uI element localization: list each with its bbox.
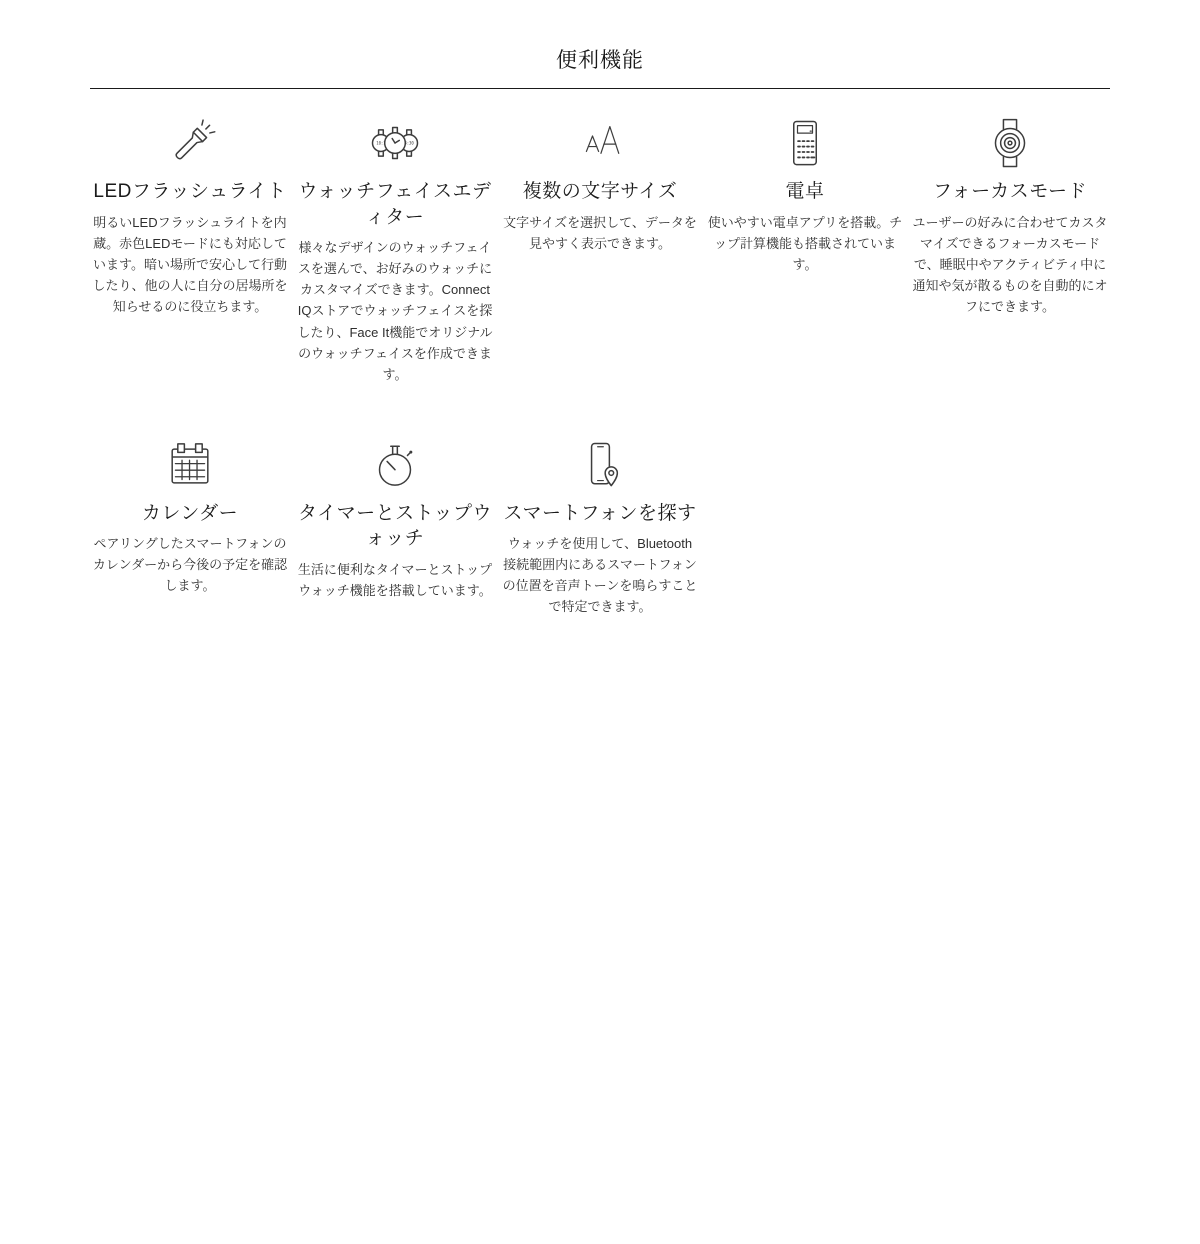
svg-text:3:30: 3:30 [404, 140, 414, 146]
feature-card-calculator [703, 111, 908, 275]
title-divider [90, 88, 1110, 89]
feature-card-text-size [498, 111, 703, 254]
feature-card-find-phone [498, 433, 703, 618]
feature-card-led-flashlight [88, 111, 293, 317]
feature-title: カレンダー [141, 502, 239, 524]
feature-title: スマートフォンを探す [503, 502, 697, 524]
feature-description: 様々なデザインのウォッチフェイスを選んで、お好みのウォッチにカスタマイズできます。Connect IQストアでウォッチフェイスを探したり、Face It機能でオリジナルのウォッチフェイスを作成できます。 [297, 240, 493, 382]
flashlight-icon [92, 111, 289, 175]
feature-description: ペアリングしたスマートフォンのカレンダーから今後の予定を確認します。 [92, 536, 288, 594]
text-size-icon [502, 111, 699, 175]
feature-title: 複数の文字サイズ [522, 181, 678, 203]
feature-card-focus-mode [908, 111, 1113, 317]
stopwatch-icon [297, 433, 494, 497]
watch-faces-icon [297, 111, 494, 175]
feature-title: LEDフラッシュライト [93, 181, 287, 203]
feature-description: 使いやすい電卓アプリを搭載。チップ計算機能も搭載されています。 [707, 214, 903, 272]
feature-title: フォーカスモード [933, 181, 1087, 203]
focus-mode-icon [912, 111, 1109, 175]
features-grid [0, 111, 1200, 617]
feature-title: 電卓 [785, 181, 825, 203]
find-phone-icon [502, 433, 699, 497]
feature-title: タイマーとストップウォッチ [297, 502, 493, 550]
feature-title: ウォッチフェイスエディター [298, 181, 492, 228]
calendar-icon [92, 433, 289, 497]
feature-card-calendar [88, 433, 293, 597]
feature-description: 明るいLEDフラッシュライトを内蔵。赤色LEDモードにも対応しています。暗い場所で安心して行動したり、他の人に自分の居場所を知らせるのに役立ちます。 [92, 214, 288, 314]
calculator-icon [707, 111, 904, 175]
feature-description: ウォッチを使用して、Bluetooth接続範囲内にあるスマートフォンの位置を音声トーンを鳴らすことで特定できます。 [502, 536, 698, 615]
feature-card-timer-stopwatch [293, 433, 498, 601]
feature-description: 生活に便利なタイマーとストップウォッチ機能を搭載しています。 [297, 561, 493, 598]
feature-card-watch-face-editor [293, 111, 498, 385]
page-title: 便利機能 [556, 49, 644, 72]
svg-text:10:1: 10:1 [376, 140, 386, 146]
feature-description: ユーザーの好みに合わせてカスタマイズできるフォーカスモードで、睡眠中やアクティビティ中に通知や気が散るものを自動的にオフにできます。 [912, 214, 1108, 314]
feature-description: 文字サイズを選択して、データを見やすく表示できます。 [503, 214, 697, 251]
